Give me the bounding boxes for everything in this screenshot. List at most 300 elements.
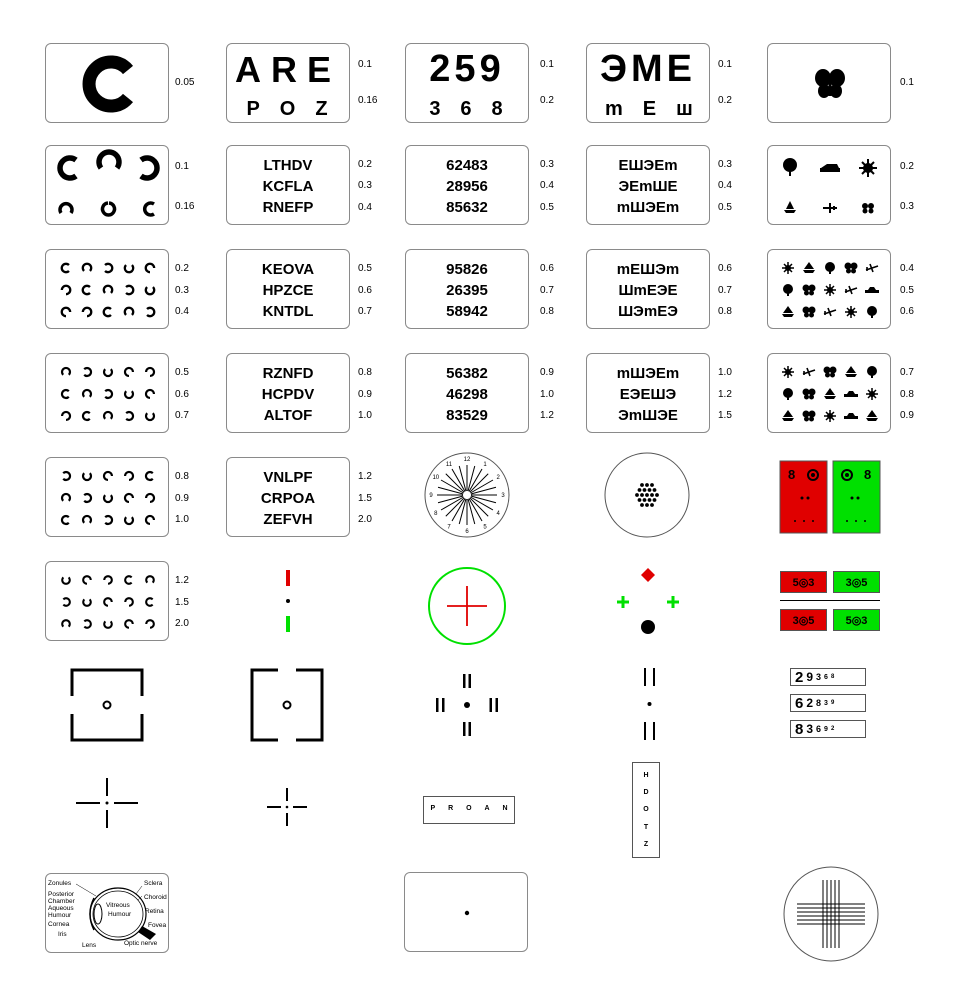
acuity-label: 0.4 bbox=[358, 202, 372, 213]
word-letter: T bbox=[643, 823, 649, 831]
sun-icon bbox=[824, 410, 836, 422]
acuity-label: 0.4 bbox=[900, 263, 914, 274]
landolt-ring-icon bbox=[83, 599, 91, 606]
strip-digit: 6 bbox=[816, 724, 822, 734]
fixation-bars-vertical bbox=[635, 666, 665, 742]
fixation-cross bbox=[76, 778, 138, 828]
acuity-label: 0.5 bbox=[358, 263, 372, 274]
butterfly-icon bbox=[845, 263, 858, 274]
landolt-ring-icon bbox=[83, 390, 91, 397]
landolt-ring-icon bbox=[104, 286, 112, 293]
chart-row: ARE bbox=[234, 49, 341, 90]
landolt-ring-icon bbox=[83, 412, 90, 420]
butterfly-icon bbox=[803, 411, 816, 422]
butterfly-icon bbox=[768, 44, 892, 124]
chart-landolt-grid-1[interactable] bbox=[45, 249, 169, 329]
worth-four-dot bbox=[608, 564, 688, 644]
acuity-label: 0.3 bbox=[900, 201, 914, 212]
cluster-dot bbox=[650, 503, 654, 507]
word-letter: D bbox=[643, 789, 649, 797]
picture-optotypes bbox=[768, 354, 892, 434]
number-strip bbox=[790, 694, 866, 712]
chart-tumbling-e-large[interactable] bbox=[586, 43, 713, 123]
landolt-ring-icon bbox=[63, 598, 70, 606]
cluster-dot bbox=[640, 503, 644, 507]
chart-amsler-grid[interactable] bbox=[783, 866, 879, 962]
acuity-label: 0.8 bbox=[900, 389, 914, 400]
landolt-ring-icon bbox=[83, 516, 91, 523]
sun-icon bbox=[782, 366, 794, 378]
word-letter: R bbox=[448, 805, 454, 812]
acuity-label: 0.5 bbox=[900, 285, 914, 296]
tree-icon bbox=[825, 262, 835, 274]
acuity-label: 0.5 bbox=[718, 202, 732, 213]
chart-word-horizontal[interactable] bbox=[423, 796, 515, 824]
eye-labels-left: Zonules Posterior Chamber Aqueous Humour Cornea Iris bbox=[48, 880, 75, 938]
butterfly-icon bbox=[824, 367, 837, 378]
acuity-label: 0.4 bbox=[540, 180, 554, 191]
landolt-ring-icon bbox=[62, 516, 69, 524]
acuity-label: 0.8 bbox=[175, 471, 189, 482]
eye-label-humour: Humour bbox=[108, 911, 132, 918]
chart-fixation-bars-vertical[interactable] bbox=[635, 666, 665, 742]
word-letter: O bbox=[643, 806, 649, 814]
chart-row: mШЭEm bbox=[616, 365, 680, 382]
chart-row: LTHDV bbox=[263, 157, 313, 174]
acuity-label: 0.5 bbox=[175, 367, 189, 378]
car-icon bbox=[844, 391, 858, 397]
chart-row: 368 bbox=[429, 98, 523, 120]
fixation-box bbox=[70, 668, 144, 742]
chart-fixation-bars-cross[interactable] bbox=[432, 672, 502, 738]
chart-row: VNLPF bbox=[263, 469, 313, 486]
acuity-label: 1.5 bbox=[175, 597, 189, 608]
landolt-ring-icon bbox=[83, 264, 91, 271]
chart-letters-3[interactable] bbox=[226, 353, 350, 433]
landolt-ring-icon bbox=[61, 284, 72, 295]
landolt-ring-icon bbox=[146, 576, 154, 583]
chart-landolt-grid-2[interactable] bbox=[45, 353, 169, 433]
clock-number: 12 bbox=[463, 457, 471, 464]
cluster-dot bbox=[655, 493, 659, 497]
chart-worth-dots[interactable] bbox=[604, 452, 690, 538]
chart-landolt-grid-4[interactable] bbox=[45, 561, 169, 641]
chart-dot-fixation[interactable] bbox=[404, 872, 528, 952]
chart-letters-are-poz[interactable] bbox=[226, 43, 350, 123]
butterfly-icon bbox=[862, 203, 874, 214]
landolt-ring-icon bbox=[125, 391, 133, 398]
chart-numbers-2[interactable] bbox=[405, 249, 529, 329]
acuity-label: 0.6 bbox=[540, 263, 554, 274]
chart-red-cross[interactable] bbox=[427, 566, 507, 646]
boat-icon bbox=[784, 201, 796, 213]
landolt-ring-icon bbox=[82, 575, 92, 585]
chart-row: ZEFVH bbox=[263, 511, 313, 528]
acuity-label: 0.2 bbox=[358, 159, 372, 170]
acuity-label: 0.3 bbox=[175, 285, 189, 296]
chart-row: 85632 bbox=[446, 199, 488, 216]
landolt-ring-icon bbox=[63, 472, 70, 480]
chart-row: mEШЭm bbox=[616, 261, 680, 278]
chart-row: EЭEШЭ bbox=[619, 386, 677, 403]
chart-fixation-box-1[interactable] bbox=[70, 668, 144, 742]
chart-tumbling-e-2[interactable] bbox=[586, 249, 710, 329]
chart-pictures-2[interactable] bbox=[767, 249, 891, 329]
coincidence-bars bbox=[268, 566, 308, 638]
landolt-ring-icon bbox=[144, 388, 155, 399]
sun-icon bbox=[782, 262, 794, 274]
chart-row: 259 bbox=[429, 48, 505, 90]
chart-word-vertical[interactable] bbox=[632, 762, 660, 858]
acuity-label: 0.1 bbox=[718, 59, 732, 70]
cluster-dot bbox=[648, 488, 652, 492]
cluster-dot bbox=[638, 488, 642, 492]
acuity-label: 0.8 bbox=[358, 367, 372, 378]
chart-row: mШЭEm bbox=[616, 199, 680, 216]
plane-icon bbox=[823, 203, 837, 213]
acuity-label: 2.0 bbox=[175, 618, 189, 629]
landolt-ring-icon bbox=[144, 262, 155, 273]
acuity-label: 1.5 bbox=[718, 410, 732, 421]
landolt-ring-icon bbox=[82, 306, 93, 317]
eye-label-sclera: Sclera bbox=[144, 880, 163, 887]
acuity-label: 0.1 bbox=[358, 59, 372, 70]
landolt-ring-icon bbox=[102, 470, 113, 481]
landolt-ring-icon bbox=[62, 620, 70, 627]
acuity-label: 0.4 bbox=[718, 180, 732, 191]
cluster-dot bbox=[640, 493, 644, 497]
chart-row: ЭmШЭE bbox=[618, 407, 678, 424]
chart-coincidence-bars[interactable] bbox=[268, 566, 308, 638]
chart-cross-small[interactable] bbox=[267, 788, 307, 826]
divider bbox=[780, 600, 880, 601]
strip-digit: 2 bbox=[806, 696, 814, 710]
landolt-ring-icon bbox=[124, 470, 135, 481]
chart-worth-four[interactable] bbox=[608, 564, 688, 644]
word-letter: A bbox=[484, 805, 490, 812]
cluster-dot bbox=[645, 503, 649, 507]
chart-row: ШЭmEЭ bbox=[618, 303, 678, 320]
chart-pictures-1[interactable] bbox=[767, 145, 891, 225]
acuity-label: 0.6 bbox=[900, 306, 914, 317]
strip-digit: 9 bbox=[806, 670, 814, 684]
chart-numbers-3[interactable] bbox=[405, 353, 529, 433]
acuity-label: 0.2 bbox=[540, 95, 554, 106]
clock-number: 8 bbox=[434, 511, 438, 518]
chart-row: CRPOA bbox=[260, 490, 316, 507]
acuity-label: 0.05 bbox=[175, 77, 195, 88]
chart-butterfly-large[interactable] bbox=[767, 43, 891, 123]
clock-number: 1 bbox=[483, 462, 487, 469]
cluster-dot bbox=[648, 498, 652, 502]
landolt-ring-icon bbox=[145, 492, 156, 503]
eye-label-retina: Retina bbox=[145, 908, 164, 915]
strip-digits bbox=[795, 669, 834, 686]
eye-label-lens: Lens bbox=[82, 942, 97, 949]
cluster-dot bbox=[650, 493, 654, 497]
strip-digits bbox=[795, 695, 834, 712]
boat-icon bbox=[824, 388, 836, 399]
acuity-label: 1.0 bbox=[175, 514, 189, 525]
chart-astigmatism-clock[interactable] bbox=[424, 452, 510, 538]
acuity-label: 0.7 bbox=[540, 285, 554, 296]
chart-row: 62483 bbox=[446, 157, 488, 174]
amsler-grid bbox=[783, 866, 879, 962]
chart-row: KEOVA bbox=[261, 261, 315, 278]
picture-optotypes bbox=[768, 146, 892, 226]
acuity-label: 0.4 bbox=[175, 306, 189, 317]
word-letter: Z bbox=[643, 840, 649, 848]
clock-number: 11 bbox=[445, 462, 453, 469]
clock-number: 9 bbox=[429, 493, 433, 500]
butterfly-icon bbox=[803, 285, 816, 296]
landolt-ring-icon bbox=[146, 413, 154, 420]
cluster-dot bbox=[650, 483, 654, 487]
chart-numbers-1[interactable] bbox=[405, 145, 529, 225]
chart-row: RNEFP bbox=[262, 199, 314, 216]
landolt-ring-icon bbox=[125, 517, 133, 524]
strip-digit: 2 bbox=[795, 668, 804, 686]
chart-pictures-3[interactable] bbox=[767, 353, 891, 433]
tree-icon bbox=[783, 158, 797, 176]
chart-numbers-259[interactable] bbox=[405, 43, 529, 123]
eye-label-choroid: Choroid bbox=[144, 894, 167, 901]
strip-digit: 6 bbox=[824, 673, 828, 681]
acuity-label: 0.16 bbox=[175, 201, 195, 212]
chart-row: RZNFD bbox=[262, 365, 314, 382]
chart-duochrome-2[interactable] bbox=[780, 571, 880, 631]
strip-digit: 2 bbox=[830, 726, 835, 732]
clock-number: 4 bbox=[496, 511, 500, 518]
acuity-label: 0.9 bbox=[358, 389, 372, 400]
chart-letters-4[interactable] bbox=[226, 457, 350, 537]
chart-row: ШmEЭE bbox=[618, 282, 678, 299]
cluster-dot bbox=[640, 483, 644, 487]
astigmatism-dial bbox=[424, 452, 510, 538]
fixation-box bbox=[250, 668, 324, 742]
chart-row: 46298 bbox=[446, 386, 488, 403]
chart-letters-2[interactable] bbox=[226, 249, 350, 329]
car-icon bbox=[865, 287, 879, 293]
word-letter: P bbox=[430, 805, 436, 812]
duochrome-cell: 3◎5 bbox=[780, 609, 827, 631]
sun-icon bbox=[866, 388, 878, 400]
chart-fixation-box-2[interactable] bbox=[250, 668, 324, 742]
landolt-ring-icon bbox=[147, 308, 154, 316]
fixation-bars-cross bbox=[432, 672, 502, 738]
landolt-ring-icon bbox=[62, 390, 69, 398]
sun-icon bbox=[824, 284, 836, 296]
acuity-label: 0.2 bbox=[900, 161, 914, 172]
eye-label-fovea: Fovea bbox=[148, 922, 167, 929]
strip-digit: 3 bbox=[806, 722, 814, 736]
landolt-ring-grid bbox=[46, 458, 170, 538]
landolt-ring-icon bbox=[104, 369, 112, 376]
landolt-ring-icon bbox=[62, 577, 70, 584]
acuity-label: 1.0 bbox=[540, 389, 554, 400]
cluster-dot bbox=[645, 493, 649, 497]
boat-icon bbox=[782, 410, 794, 421]
acuity-label: 0.9 bbox=[900, 410, 914, 421]
chart-row: ЭEmШE bbox=[618, 178, 678, 195]
acuity-label: 1.5 bbox=[358, 493, 372, 504]
chart-row: 26395 bbox=[446, 282, 488, 299]
chart-row: HPZCE bbox=[262, 282, 314, 299]
chart-letters-1[interactable] bbox=[226, 145, 350, 225]
chart-row: mEш bbox=[605, 98, 713, 120]
cluster-dot bbox=[643, 488, 647, 492]
landolt-ring-icon bbox=[62, 494, 70, 501]
clock-number: 10 bbox=[432, 475, 440, 482]
acuity-label: 1.0 bbox=[718, 367, 732, 378]
chart-row: 95826 bbox=[446, 261, 488, 278]
landolt-ring-icon bbox=[124, 619, 134, 629]
plane-icon bbox=[803, 368, 815, 376]
cluster-dot bbox=[638, 498, 642, 502]
landolt-ring-icon bbox=[84, 368, 91, 376]
word-letters bbox=[424, 805, 514, 812]
clock-number: 2 bbox=[496, 475, 500, 482]
acuity-label: 0.6 bbox=[718, 263, 732, 274]
strip-digit: 3 bbox=[824, 699, 828, 707]
word-letters bbox=[633, 767, 659, 853]
acuity-label: 0.8 bbox=[540, 306, 554, 317]
landolt-ring-icon bbox=[84, 494, 91, 502]
tree-icon bbox=[867, 366, 877, 378]
clock-number: 5 bbox=[483, 524, 487, 531]
duochrome-digit: 8 bbox=[864, 467, 872, 482]
landolt-ring-grid bbox=[46, 562, 170, 642]
chart-landolt-3[interactable] bbox=[45, 145, 169, 225]
landolt-ring-icon bbox=[46, 146, 170, 226]
strip-digit: 9 bbox=[824, 725, 828, 733]
landolt-ring-icon bbox=[104, 495, 112, 502]
chart-number-strips[interactable] bbox=[790, 668, 866, 744]
word-letter: N bbox=[502, 805, 508, 812]
landolt-c-icon bbox=[46, 44, 170, 124]
chart-row: ALTOF bbox=[263, 407, 313, 424]
sun-icon bbox=[859, 159, 877, 177]
landolt-ring-icon bbox=[146, 598, 153, 606]
fixation-cross bbox=[267, 788, 307, 826]
boat-icon bbox=[845, 366, 857, 377]
acuity-label: 0.7 bbox=[175, 410, 189, 421]
landolt-ring-icon bbox=[125, 308, 133, 315]
landolt-ring-icon bbox=[145, 619, 155, 629]
chart-cross-large[interactable] bbox=[76, 778, 138, 828]
landolt-ring-icon bbox=[62, 264, 69, 272]
acuity-label: 0.7 bbox=[900, 367, 914, 378]
chart-duochrome-1[interactable] bbox=[780, 461, 880, 533]
acuity-label: 0.7 bbox=[718, 285, 732, 296]
chart-row: HCPDV bbox=[261, 386, 315, 403]
landolt-ring-icon bbox=[125, 576, 132, 584]
boat-icon bbox=[866, 410, 878, 421]
landolt-ring-grid bbox=[46, 250, 170, 330]
landolt-ring-icon bbox=[105, 390, 112, 398]
landolt-ring-icon bbox=[83, 473, 91, 480]
strip-digit: 9 bbox=[830, 700, 835, 706]
chart-tumbling-e-1[interactable] bbox=[586, 145, 710, 225]
car-icon bbox=[844, 413, 858, 419]
strip-digit: 8 bbox=[816, 698, 822, 708]
landolt-ring-icon bbox=[146, 472, 153, 480]
boat-icon bbox=[782, 306, 794, 317]
landolt-ring-icon bbox=[123, 366, 134, 377]
landolt-ring-icon bbox=[103, 597, 113, 607]
duochrome-cell: 5◎3 bbox=[833, 609, 880, 631]
acuity-label: 0.1 bbox=[175, 161, 189, 172]
landolt-ring-icon bbox=[103, 575, 113, 585]
chart-row: 83529 bbox=[446, 407, 488, 424]
landolt-ring-icon bbox=[83, 286, 90, 294]
acuity-label: 1.2 bbox=[718, 389, 732, 400]
chart-tumbling-e-3[interactable] bbox=[586, 353, 710, 433]
acuity-label: 0.5 bbox=[540, 202, 554, 213]
cluster-dot bbox=[635, 493, 639, 497]
landolt-ring-icon bbox=[145, 366, 156, 377]
chart-row: EШЭEm bbox=[618, 157, 678, 174]
car-icon bbox=[820, 164, 840, 172]
landolt-ring-icon bbox=[123, 492, 134, 503]
acuity-label: 1.2 bbox=[175, 575, 189, 586]
strip-digits bbox=[795, 721, 834, 738]
plane-icon bbox=[824, 308, 836, 316]
acuity-label: 0.6 bbox=[175, 389, 189, 400]
eye-label-optic-nerve: Optic nerve bbox=[124, 940, 158, 947]
acuity-label: 2.0 bbox=[358, 514, 372, 525]
cluster-dot bbox=[653, 488, 657, 492]
duochrome-cell: 3◎5 bbox=[833, 571, 880, 593]
fixation-dot bbox=[405, 873, 529, 953]
sun-icon bbox=[845, 306, 857, 318]
eye-label-vitreous: Vitreous bbox=[106, 902, 130, 909]
landolt-ring-icon bbox=[104, 621, 112, 628]
landolt-ring-grid bbox=[46, 354, 170, 434]
landolt-ring-icon bbox=[126, 412, 133, 420]
chart-row: 58942 bbox=[446, 303, 488, 320]
plane-icon bbox=[866, 264, 878, 272]
duochrome-digit: 8 bbox=[788, 467, 796, 482]
acuity-label: 0.1 bbox=[540, 59, 554, 70]
landolt-ring-icon bbox=[124, 597, 134, 607]
tree-icon bbox=[867, 306, 877, 318]
landolt-ring-icon bbox=[62, 368, 70, 375]
landolt-ring-icon bbox=[60, 306, 71, 317]
boat-icon bbox=[803, 262, 815, 273]
chart-eye-anatomy[interactable] bbox=[45, 873, 169, 953]
acuity-label: 0.3 bbox=[718, 159, 732, 170]
acuity-label: 0.8 bbox=[718, 306, 732, 317]
acuity-label: 0.7 bbox=[358, 306, 372, 317]
picture-optotypes bbox=[768, 250, 892, 330]
landolt-ring-icon bbox=[126, 286, 133, 294]
landolt-ring-icon bbox=[125, 265, 133, 272]
cluster-dot bbox=[643, 498, 647, 502]
landolt-ring-icon bbox=[84, 620, 91, 628]
butterfly-icon bbox=[803, 307, 816, 318]
chart-row: KCFLA bbox=[262, 178, 314, 195]
acuity-label: 0.1 bbox=[900, 77, 914, 88]
dot-cluster bbox=[604, 452, 690, 538]
acuity-label: 0.6 bbox=[358, 285, 372, 296]
strip-digit: 3 bbox=[816, 672, 822, 682]
chart-row: ЭME bbox=[599, 48, 697, 90]
chart-landolt-grid-3[interactable] bbox=[45, 457, 169, 537]
cluster-dot bbox=[653, 498, 657, 502]
chart-landolt-c-large[interactable] bbox=[45, 43, 169, 123]
chart-row: 56382 bbox=[446, 365, 488, 382]
